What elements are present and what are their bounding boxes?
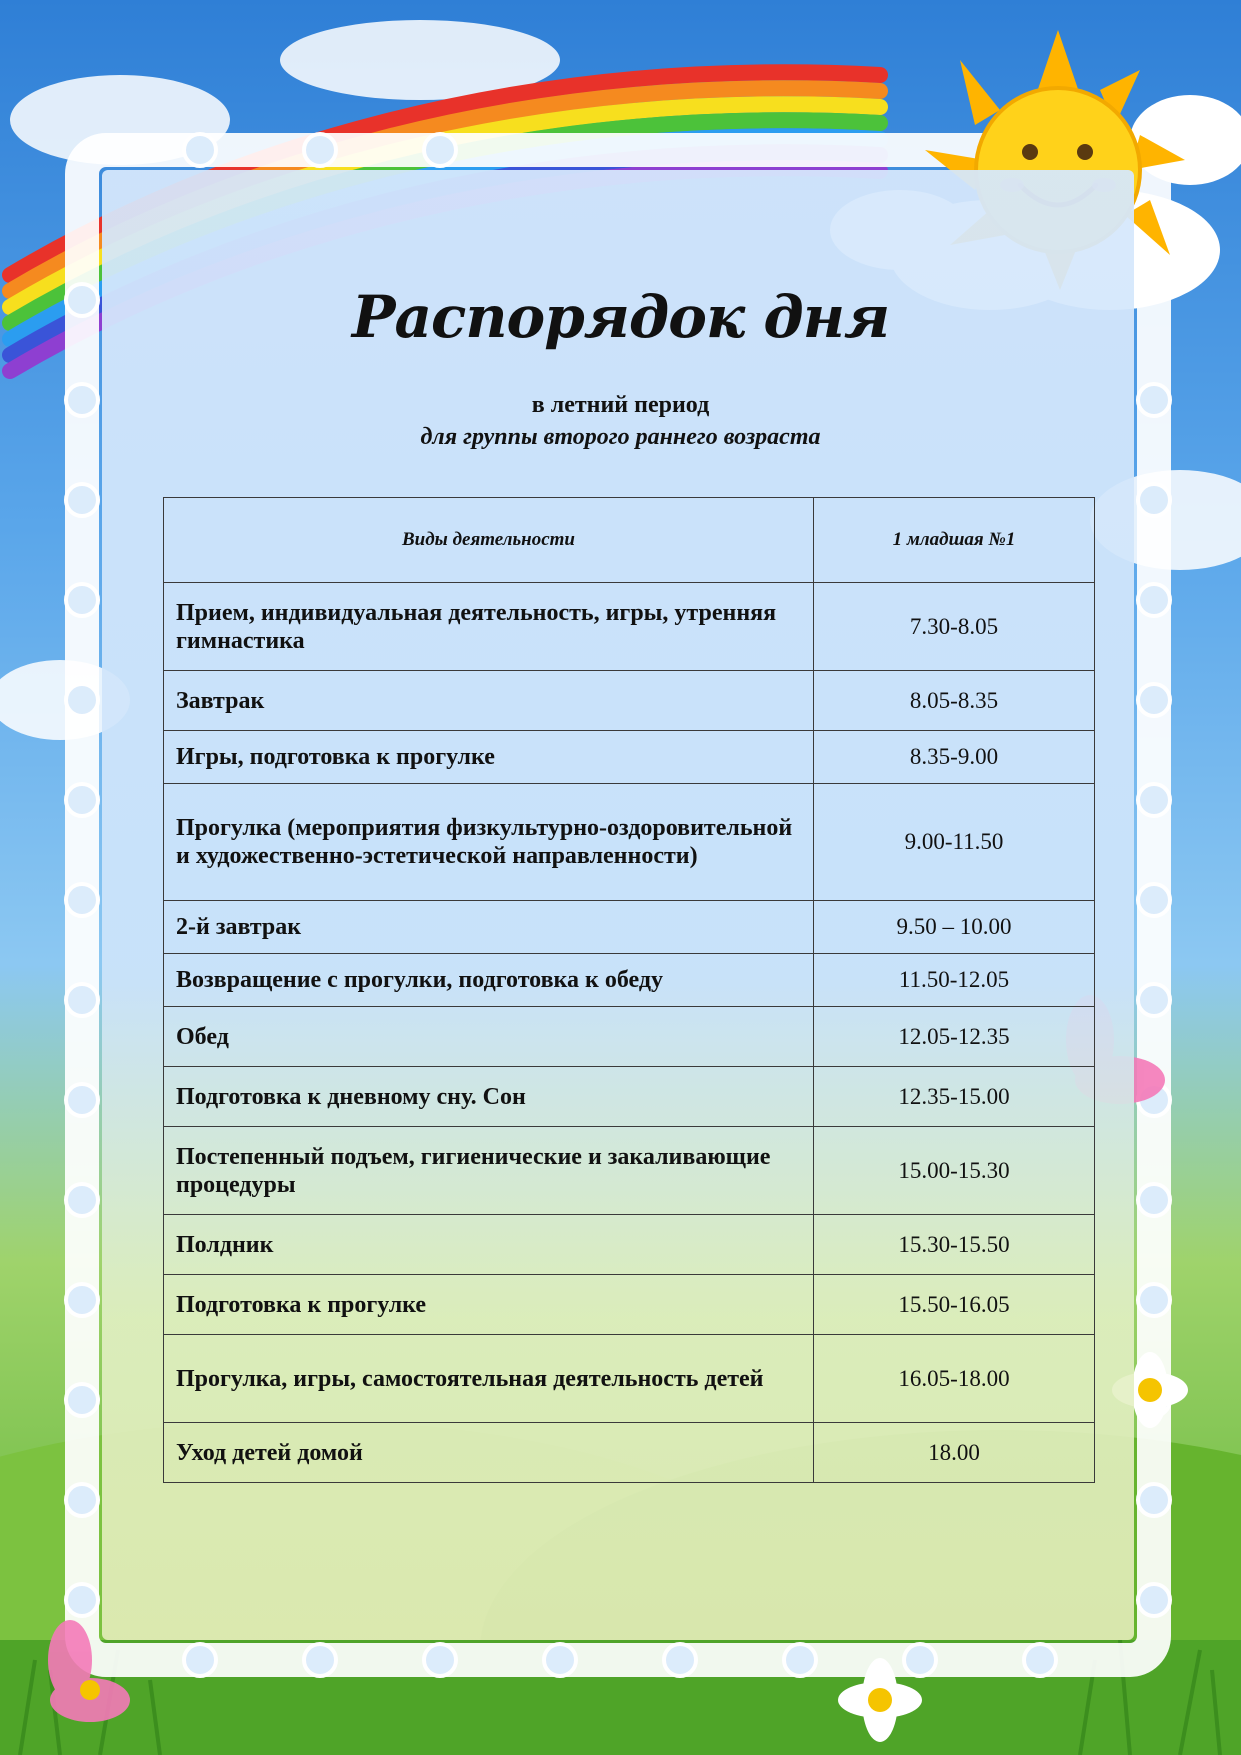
page-title: Распорядок дня — [351, 283, 890, 351]
time-cell: 8.05-8.35 — [814, 671, 1095, 731]
header-group: 1 младшая №1 — [814, 498, 1095, 583]
time-cell: 16.05-18.00 — [814, 1335, 1095, 1423]
table-row — [164, 1423, 1095, 1483]
time-cell: 9.00-11.50 — [814, 784, 1095, 901]
table-header-row — [164, 498, 1095, 583]
activity-cell: 2-й завтрак — [164, 901, 814, 954]
activity-cell: Уход детей домой — [164, 1423, 814, 1483]
activity-cell: Прогулка (мероприятия физкультурно-оздоровительной и художественно-эстетической направленности) — [164, 784, 814, 901]
header-activity: Виды деятельности — [164, 498, 814, 583]
table-row — [164, 1007, 1095, 1067]
time-cell: 8.35-9.00 — [814, 731, 1095, 784]
activity-cell: Прием, индивидуальная деятельность, игры, утренняя гимнастика — [164, 583, 814, 671]
time-cell: 18.00 — [814, 1423, 1095, 1483]
table-row — [164, 1275, 1095, 1335]
table-row — [164, 583, 1095, 671]
time-cell: 15.30-15.50 — [814, 1215, 1095, 1275]
activity-cell: Подготовка к дневному сну. Сон — [164, 1067, 814, 1127]
table-row — [164, 1127, 1095, 1215]
table-row — [164, 954, 1095, 1007]
activity-cell: Завтрак — [164, 671, 814, 731]
schedule-table — [163, 497, 1095, 1483]
activity-cell: Прогулка, игры, самостоятельная деятельность детей — [164, 1335, 814, 1423]
subtitle-group: для группы второго раннего возраста — [420, 424, 821, 450]
table-row — [164, 671, 1095, 731]
activity-cell: Постепенный подъем, гигиенические и закаливающие процедуры — [164, 1127, 814, 1215]
table-row — [164, 901, 1095, 954]
table-row — [164, 1335, 1095, 1423]
table-row — [164, 731, 1095, 784]
activity-cell: Полдник — [164, 1215, 814, 1275]
time-cell: 15.00-15.30 — [814, 1127, 1095, 1215]
table-row — [164, 1215, 1095, 1275]
activity-cell: Обед — [164, 1007, 814, 1067]
time-cell: 12.05-12.35 — [814, 1007, 1095, 1067]
time-cell: 11.50-12.05 — [814, 954, 1095, 1007]
time-cell: 9.50 – 10.00 — [814, 901, 1095, 954]
activity-cell: Игры, подготовка к прогулке — [164, 731, 814, 784]
activity-cell: Возвращение с прогулки, подготовка к обеду — [164, 954, 814, 1007]
table-row — [164, 784, 1095, 901]
subtitle-period: в летний период — [531, 392, 710, 418]
table-row — [164, 1067, 1095, 1127]
time-cell: 15.50-16.05 — [814, 1275, 1095, 1335]
time-cell: 7.30-8.05 — [814, 583, 1095, 671]
time-cell: 12.35-15.00 — [814, 1067, 1095, 1127]
activity-cell: Подготовка к прогулке — [164, 1275, 814, 1335]
